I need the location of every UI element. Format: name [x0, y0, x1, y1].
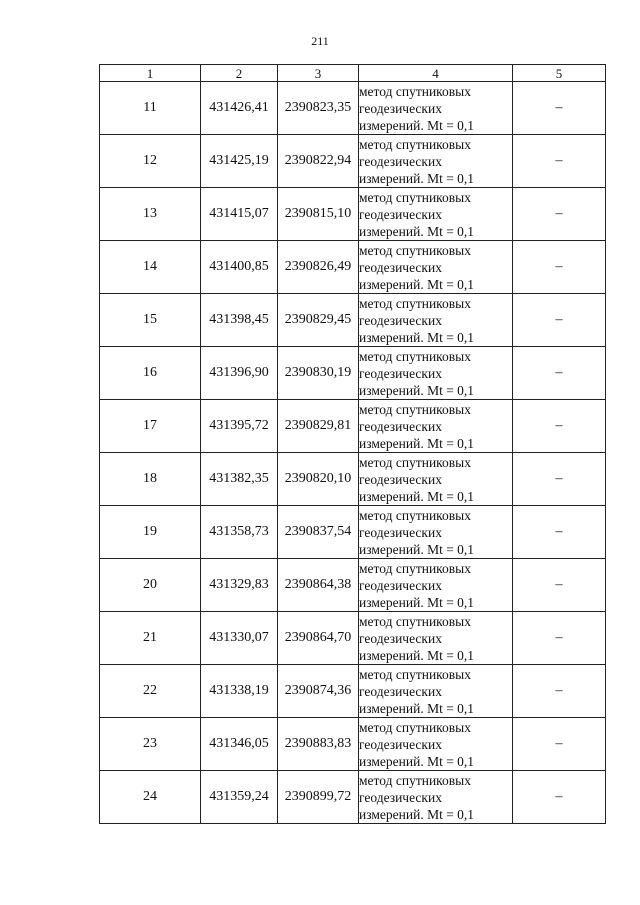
method-cell	[359, 347, 513, 400]
table-header	[100, 65, 606, 82]
x-coordinate-cell: 431398,45	[201, 294, 278, 347]
table-row	[100, 453, 606, 506]
point-number-cell: 21	[100, 612, 201, 665]
table-row	[100, 718, 606, 771]
point-number-cell: 18	[100, 453, 201, 506]
method-cell	[359, 82, 513, 135]
x-coordinate-cell: 431395,72	[201, 400, 278, 453]
table-row	[100, 506, 606, 559]
y-coordinate-cell: 2390830,19	[278, 347, 359, 400]
note-cell: –	[513, 294, 606, 347]
note-cell: –	[513, 665, 606, 718]
method-line: измерений. Mt = 0,1	[359, 700, 475, 716]
y-coordinate-cell: 2390823,35	[278, 82, 359, 135]
table-row	[100, 559, 606, 612]
method-line: метод спутниковых	[359, 560, 471, 576]
point-number-cell: 12	[100, 135, 201, 188]
header-col-4: 4	[359, 65, 513, 82]
x-coordinate-cell: 431426,41	[201, 82, 278, 135]
table-body	[100, 82, 606, 824]
point-number-cell: 16	[100, 347, 201, 400]
method-line: геодезических	[359, 259, 442, 275]
table-row	[100, 665, 606, 718]
method-line: измерений. Mt = 0,1	[359, 117, 475, 133]
table-row	[100, 347, 606, 400]
table-row	[100, 188, 606, 241]
method-line: измерений. Mt = 0,1	[359, 435, 475, 451]
page-number: 211	[311, 34, 329, 48]
method-line: метод спутниковых	[359, 613, 471, 629]
y-coordinate-cell: 2390826,49	[278, 241, 359, 294]
note-cell: –	[513, 241, 606, 294]
method-line: метод спутниковых	[359, 507, 471, 523]
point-number-cell: 11	[100, 82, 201, 135]
note-cell: –	[513, 718, 606, 771]
x-coordinate-cell: 431338,19	[201, 665, 278, 718]
note-cell: –	[513, 82, 606, 135]
y-coordinate-cell: 2390883,83	[278, 718, 359, 771]
method-cell	[359, 506, 513, 559]
table-row	[100, 294, 606, 347]
method-line: измерений. Mt = 0,1	[359, 806, 475, 822]
x-coordinate-cell: 431425,19	[201, 135, 278, 188]
method-line: измерений. Mt = 0,1	[359, 488, 475, 504]
x-coordinate-cell: 431415,07	[201, 188, 278, 241]
method-line: метод спутниковых	[359, 666, 471, 682]
method-cell	[359, 241, 513, 294]
note-cell: –	[513, 506, 606, 559]
y-coordinate-cell: 2390829,81	[278, 400, 359, 453]
method-cell	[359, 559, 513, 612]
method-line: геодезических	[359, 630, 442, 646]
note-cell: –	[513, 347, 606, 400]
method-line: измерений. Mt = 0,1	[359, 329, 475, 345]
method-cell	[359, 612, 513, 665]
note-cell: –	[513, 771, 606, 824]
method-cell	[359, 188, 513, 241]
method-line: геодезических	[359, 524, 442, 540]
method-line: измерений. Mt = 0,1	[359, 170, 475, 186]
y-coordinate-cell: 2390815,10	[278, 188, 359, 241]
method-line: геодезических	[359, 789, 442, 805]
method-line: метод спутниковых	[359, 348, 471, 364]
table-row	[100, 241, 606, 294]
method-line: геодезических	[359, 312, 442, 328]
method-line: измерений. Mt = 0,1	[359, 276, 475, 292]
header-col-5: 5	[513, 65, 606, 82]
method-line: измерений. Mt = 0,1	[359, 541, 475, 557]
y-coordinate-cell: 2390864,70	[278, 612, 359, 665]
point-number-cell: 14	[100, 241, 201, 294]
method-line: метод спутниковых	[359, 454, 471, 470]
method-line: метод спутниковых	[359, 83, 471, 99]
y-coordinate-cell: 2390837,54	[278, 506, 359, 559]
x-coordinate-cell: 431382,35	[201, 453, 278, 506]
method-cell	[359, 135, 513, 188]
y-coordinate-cell: 2390874,36	[278, 665, 359, 718]
method-line: метод спутниковых	[359, 772, 471, 788]
method-line: измерений. Mt = 0,1	[359, 223, 475, 239]
y-coordinate-cell: 2390829,45	[278, 294, 359, 347]
header-row	[100, 65, 606, 82]
y-coordinate-cell: 2390820,10	[278, 453, 359, 506]
note-cell: –	[513, 400, 606, 453]
method-line: измерений. Mt = 0,1	[359, 594, 475, 610]
method-line: метод спутниковых	[359, 295, 471, 311]
method-line: метод спутниковых	[359, 401, 471, 417]
point-number-cell: 23	[100, 718, 201, 771]
coordinates-table	[99, 64, 606, 824]
method-line: геодезических	[359, 100, 442, 116]
method-line: метод спутниковых	[359, 189, 471, 205]
point-number-cell: 13	[100, 188, 201, 241]
method-line: геодезических	[359, 206, 442, 222]
x-coordinate-cell: 431346,05	[201, 718, 278, 771]
method-line: геодезических	[359, 153, 442, 169]
y-coordinate-cell: 2390899,72	[278, 771, 359, 824]
x-coordinate-cell: 431358,73	[201, 506, 278, 559]
note-cell: –	[513, 188, 606, 241]
method-cell	[359, 771, 513, 824]
method-line: метод спутниковых	[359, 136, 471, 152]
method-line: геодезических	[359, 365, 442, 381]
header-col-2: 2	[201, 65, 278, 82]
table-row	[100, 400, 606, 453]
note-cell: –	[513, 559, 606, 612]
method-line: метод спутниковых	[359, 242, 471, 258]
table-row	[100, 82, 606, 135]
table-row	[100, 612, 606, 665]
method-cell	[359, 400, 513, 453]
method-line: геодезических	[359, 577, 442, 593]
method-line: измерений. Mt = 0,1	[359, 382, 475, 398]
point-number-cell: 22	[100, 665, 201, 718]
method-line: геодезических	[359, 736, 442, 752]
y-coordinate-cell: 2390864,38	[278, 559, 359, 612]
x-coordinate-cell: 431396,90	[201, 347, 278, 400]
x-coordinate-cell: 431359,24	[201, 771, 278, 824]
note-cell: –	[513, 135, 606, 188]
note-cell: –	[513, 612, 606, 665]
method-line: геодезических	[359, 683, 442, 699]
method-line: геодезических	[359, 418, 442, 434]
header-col-1: 1	[100, 65, 201, 82]
method-cell	[359, 294, 513, 347]
x-coordinate-cell: 431329,83	[201, 559, 278, 612]
header-col-3: 3	[278, 65, 359, 82]
point-number-cell: 20	[100, 559, 201, 612]
point-number-cell: 24	[100, 771, 201, 824]
point-number-cell: 15	[100, 294, 201, 347]
method-cell	[359, 718, 513, 771]
method-line: измерений. Mt = 0,1	[359, 753, 475, 769]
method-line: измерений. Mt = 0,1	[359, 647, 475, 663]
x-coordinate-cell: 431400,85	[201, 241, 278, 294]
y-coordinate-cell: 2390822,94	[278, 135, 359, 188]
method-cell	[359, 665, 513, 718]
table-row	[100, 771, 606, 824]
point-number-cell: 19	[100, 506, 201, 559]
method-line: метод спутниковых	[359, 719, 471, 735]
note-cell: –	[513, 453, 606, 506]
table-row	[100, 135, 606, 188]
method-line: геодезических	[359, 471, 442, 487]
method-cell	[359, 453, 513, 506]
x-coordinate-cell: 431330,07	[201, 612, 278, 665]
point-number-cell: 17	[100, 400, 201, 453]
